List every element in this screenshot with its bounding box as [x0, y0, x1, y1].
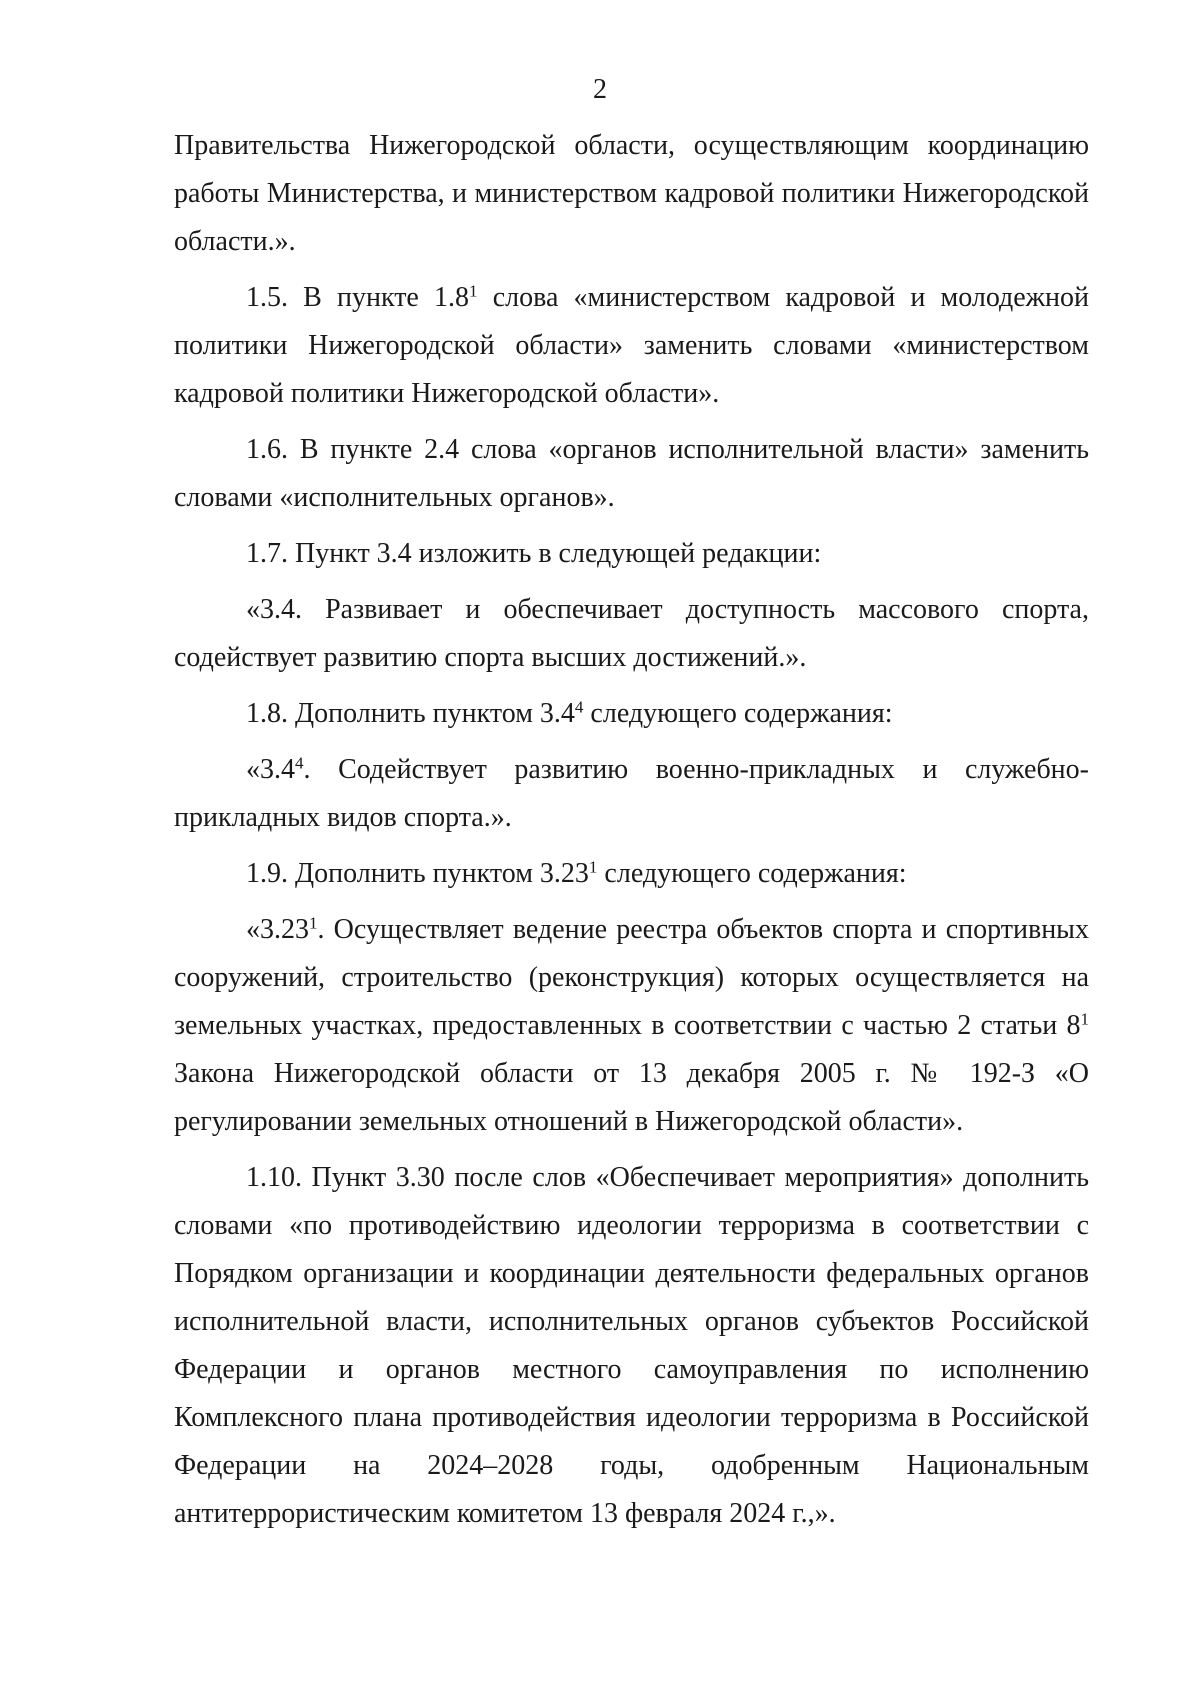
paragraph-1-7: 1.7. Пункт 3.4 изложить в следующей редакции:: [246, 538, 822, 569]
document-body: [174, 122, 1089, 1546]
paragraph-quote-3-4-4: «$3.4^4$. Содействует развитию военно-прикладных и служебно-прикладных видов спорта.».: [174, 753, 1089, 833]
paragraph-1-6: 1.6. В пункте 2.4 слова «органов исполнительной власти» заменить словами «исполнительных органов».: [174, 434, 1089, 513]
paragraph-quote-3-4: «3.4. Развивает и обеспечивает доступность массового спорта, содействует развитию спорта высших достижений.».: [174, 594, 1089, 673]
paragraph-1-5: 1.5. В пункте $1.8^1$ слова «министерством кадровой и молодежной политики Нижегородской области» заменить словами «министерством кадровой политики Нижегородской области».: [174, 281, 1089, 409]
paragraph-quote-3-23-1: «3.23$^1$. Осуществляет ведение реестра объектов спорта и спортивных сооружений, строительство (реконструкция) которых осуществляется на земельных участках, предоставленных в соответствии с частью 2 статьи $8^1$ Закона Нижегородской области от 13 декабря 2005 г. № 192-З «О регулировании земельных отношений в Нижегородской области».: [174, 913, 1089, 1137]
paragraph-1-8: 1.8. Дополнить пунктом $3.4^4$ следующего содержания:: [246, 697, 893, 729]
paragraph-1-10: 1.10. Пункт 3.30 после слов «Обеспечивает мероприятия» дополнить словами «по противодействию идеологии терроризма в соответствии с Порядком организации и координации деятельности федеральных органов исполнительной власти, исполнительных органов субъектов Российской Федерации и органов местного самоуправления по исполнению Комплексного плана противодействия идеологии терроризма в Российской Федерации на 2024–2028 годы, одобренным Национальным антитеррористическим комитетом 13 февраля 2024 г.,».: [174, 1162, 1089, 1529]
paragraph-continuation: Правительства Нижегородской области, осуществляющим координацию работы Министерства, и министерством кадровой политики Нижегородской области.».: [174, 130, 1089, 257]
paragraph-1-9: 1.9. Дополнить пунктом 3.23$^1$ следующего содержания:: [246, 857, 907, 889]
page-number: 2: [593, 74, 607, 105]
